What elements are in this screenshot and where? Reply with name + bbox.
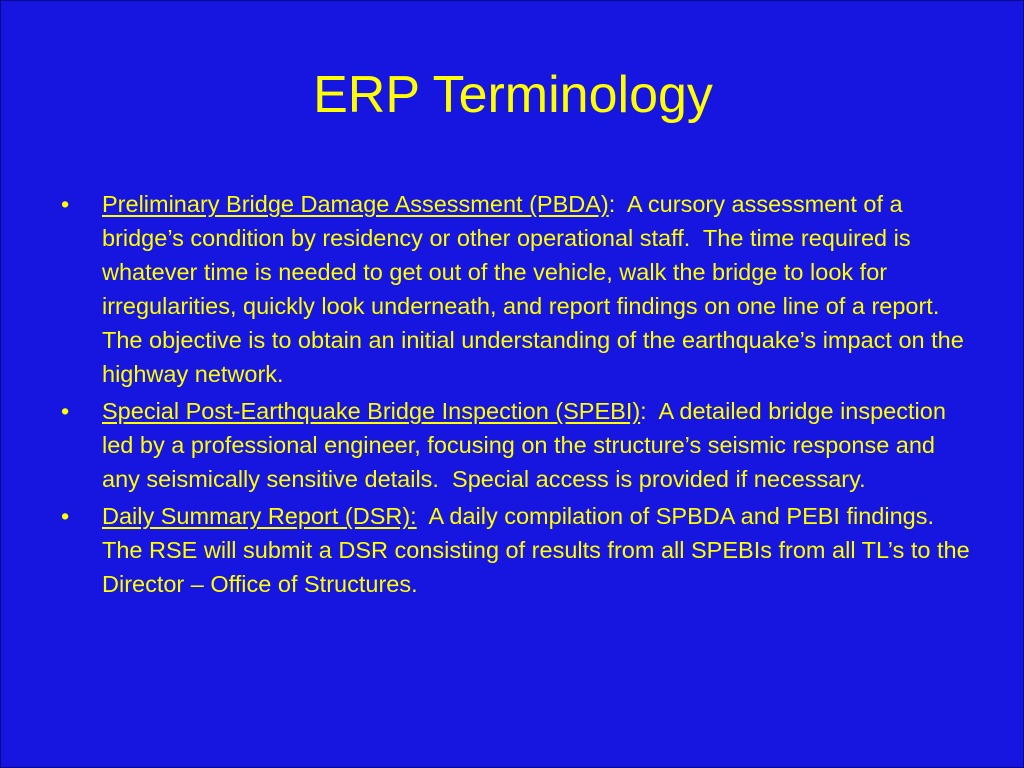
bullet-item-spebi — [59, 394, 979, 496]
bullet-list — [59, 187, 979, 604]
bullet-item-dsr — [59, 499, 979, 601]
definition-spebi: A detailed bridge inspection led by a professional engineer, focusing on the structure’s seismic response and any seismically sensitive details. Special access is provided if necessary. — [102, 398, 953, 492]
bullet-marker: • — [61, 191, 70, 217]
bullet-marker: • — [61, 398, 70, 424]
term-dsr: Daily Summary Report (DSR): — [102, 503, 417, 529]
slide-title: ERP Terminology — [313, 66, 713, 124]
definition-dsr: A daily compilation of SPBDA and PEBI findings. The RSE will submit a DSR consisting of results from all SPEBIs from all TL’s to the Director – Office of Structures. — [102, 503, 977, 597]
term-pbda: Preliminary Bridge Damage Assessment (PBDA) — [102, 191, 609, 217]
definition-pbda: A cursory assessment of a bridge’s condition by residency or other operational staff. The time required is whatever time is needed to get out of the vehicle, walk the bridge to look for irregularities, quickly look underneath, and report findings on one line of a report. The objective is to obtain an initial understanding of the earthquake’s impact on the highway network. — [102, 191, 971, 387]
term-separator: : — [640, 398, 647, 424]
term-separator: : — [608, 191, 616, 217]
bullet-item-pbda — [59, 187, 979, 391]
term-spebi: Special Post-Earthquake Bridge Inspection (SPEBI) — [102, 398, 641, 424]
bullet-marker: • — [61, 503, 70, 529]
